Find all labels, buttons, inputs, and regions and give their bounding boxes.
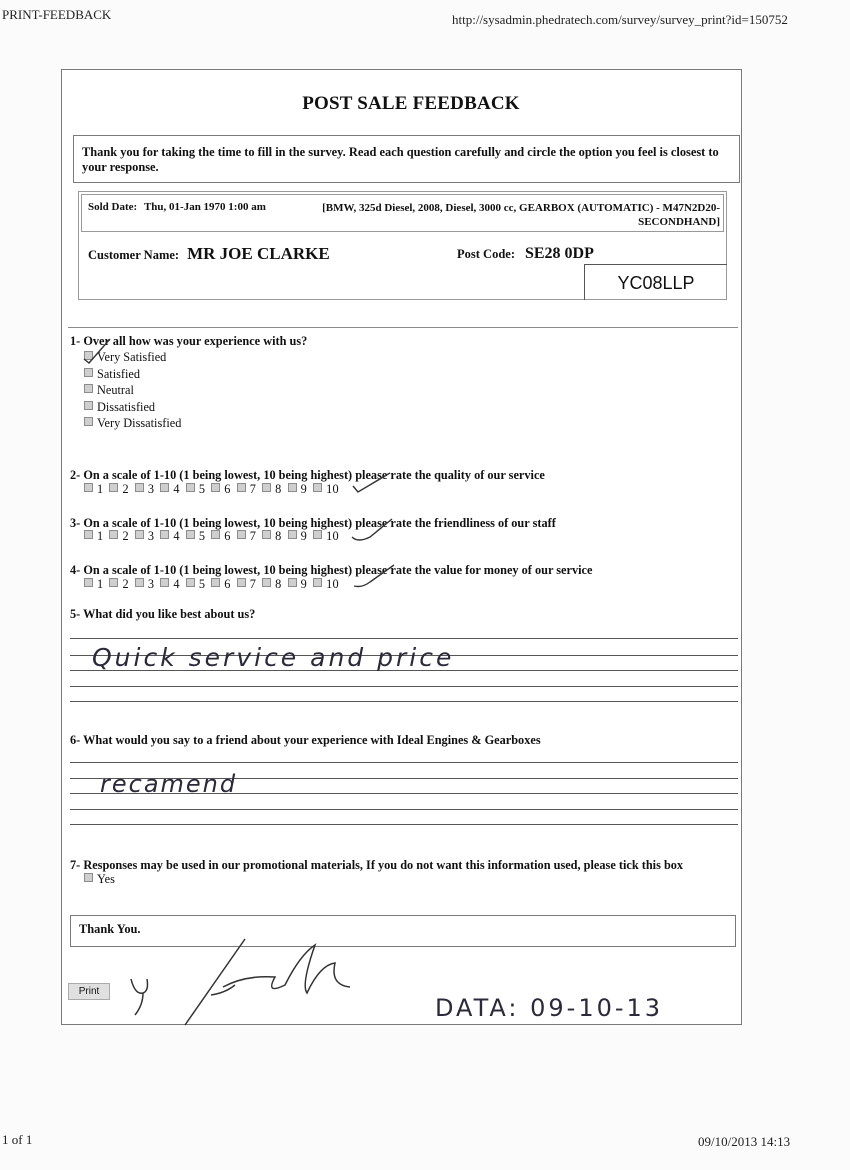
checkbox-icon[interactable] [160, 483, 169, 492]
q1-option-neutral[interactable] [84, 382, 181, 399]
q1-option-label: Satisfied [97, 366, 141, 381]
question-4-scale [84, 577, 345, 592]
scale-label: 3 [147, 482, 155, 496]
answer-line [70, 686, 738, 687]
answer-line [70, 701, 738, 702]
q1-option-label: Neutral [97, 383, 134, 397]
sold-row [81, 194, 724, 232]
q4-option-4[interactable] [160, 577, 179, 592]
checkbox-icon[interactable] [160, 578, 169, 587]
sold-date-value: Thu, 01-Jan 1970 1:00 am [143, 201, 266, 213]
q2-option-6[interactable] [211, 482, 230, 497]
answer-line [70, 824, 738, 825]
question-2-scale [84, 482, 345, 497]
question-2: 2- On a scale of 1-10 (1 being lowest, 10 being highest) please rate the quality of our service [70, 468, 545, 482]
checkbox-icon[interactable] [84, 384, 93, 393]
scale-label: 1 [97, 577, 104, 591]
checkbox-icon[interactable] [211, 578, 220, 587]
checkbox-icon[interactable] [237, 578, 246, 587]
thank-you-text: Thank You. [79, 922, 141, 936]
question-1: 1- Over all how was your experience with us? [70, 334, 308, 348]
q4-option-7[interactable] [237, 577, 256, 592]
q3-option-3[interactable] [135, 529, 154, 544]
scale-label: 7 [249, 482, 257, 496]
question-7-option-yes[interactable] [84, 872, 115, 887]
scale-label: 6 [224, 482, 231, 496]
scale-label: 4 [173, 482, 180, 496]
survey-intro [73, 135, 740, 183]
q4-option-1[interactable] [84, 577, 103, 592]
q7-option-label: Yes [97, 872, 115, 886]
checkbox-icon[interactable] [262, 578, 271, 587]
question-6: 6- What would you say to a friend about your experience with Ideal Engines & Gearboxes [70, 733, 541, 747]
checkbox-checked-icon[interactable] [313, 578, 322, 587]
q1-option-label: Very Satisfied [97, 350, 167, 364]
scale-label: 3 [147, 577, 155, 591]
intro-text: Thank you for taking the time to fill in the survey. Read each question carefully and circle the option you feel is closest to your response. [82, 145, 719, 174]
scale-label: 6 [224, 529, 231, 543]
scale-label: 3 [147, 529, 155, 543]
customer-name-value: MR JOE CLARKE [187, 244, 330, 263]
scale-label: 4 [173, 529, 180, 543]
checkbox-icon[interactable] [84, 483, 93, 492]
q2-option-5[interactable] [186, 482, 205, 497]
q2-option-10[interactable] [313, 482, 339, 497]
q4-option-3[interactable] [135, 577, 154, 592]
question-3-scale [84, 529, 345, 544]
checkbox-icon[interactable] [288, 578, 297, 587]
checkbox-icon[interactable] [109, 483, 118, 492]
vehicle-description [300, 201, 720, 229]
q1-option-label: Very Dissatisfied [97, 416, 182, 430]
checkbox-icon[interactable] [237, 483, 246, 492]
survey-title: POST SALE FEEDBACK [302, 93, 520, 114]
handwritten-tick-icon [80, 335, 120, 365]
answer-line [70, 762, 738, 763]
checkbox-icon[interactable] [288, 530, 297, 539]
checkbox-icon[interactable] [135, 483, 144, 492]
checkbox-icon[interactable] [211, 530, 220, 539]
scale-label: 9 [300, 529, 308, 543]
q4-option-2[interactable] [109, 577, 128, 592]
q1-option-very-dissatisfied[interactable] [84, 415, 181, 432]
checkbox-icon[interactable] [186, 578, 195, 587]
q2-option-1[interactable] [84, 482, 103, 497]
page-url: http://sysadmin.phedratech.com/survey/survey_print?id=150752 [452, 12, 788, 27]
answer-line [70, 638, 738, 639]
print-button[interactable]: Print [68, 983, 110, 1000]
scale-label: 10 [326, 577, 339, 591]
checkbox-icon[interactable] [84, 368, 93, 377]
checkbox-icon[interactable] [160, 530, 169, 539]
checkbox-icon[interactable] [84, 578, 93, 587]
scale-label: 2 [122, 482, 129, 496]
scale-label: 5 [198, 577, 206, 591]
vehicle-line-2: SECONDHAND] [638, 216, 720, 228]
scale-label: 2 [122, 529, 129, 543]
vehicle-line-1: [BMW, 325d Diesel, 2008, Diesel, 3000 cc, GEARBOX (AUTOMATIC) - M47N2D20- [322, 202, 720, 214]
scale-label: 9 [300, 577, 308, 591]
post-code [457, 245, 594, 263]
print-feedback-label: PRINT-FEEDBACK [2, 7, 112, 22]
scale-label: 7 [249, 529, 257, 543]
handwritten-tick-icon [350, 470, 395, 496]
q4-option-6[interactable] [211, 577, 230, 592]
checkbox-icon[interactable] [84, 530, 93, 539]
scale-label: 8 [275, 577, 282, 591]
scale-label: 9 [300, 482, 308, 496]
page-count: 1 of 1 [2, 1132, 33, 1147]
q2-option-7[interactable] [237, 482, 256, 497]
q2-option-8[interactable] [262, 482, 281, 497]
scale-label: 8 [275, 482, 282, 496]
scale-label: 10 [326, 529, 339, 543]
scale-label: 1 [97, 482, 104, 496]
signature-mark [125, 935, 355, 1030]
customer-name [88, 244, 330, 264]
q2-option-3[interactable] [135, 482, 154, 497]
q3-option-8[interactable] [262, 529, 281, 544]
sold-date-label: Sold Date: [88, 201, 138, 213]
q4-option-5[interactable] [186, 577, 205, 592]
checkbox-icon[interactable] [211, 483, 220, 492]
q4-option-10[interactable] [313, 577, 339, 592]
q3-option-6[interactable] [211, 529, 230, 544]
checkbox-icon[interactable] [135, 530, 144, 539]
scale-label: 7 [249, 577, 257, 591]
checkbox-icon[interactable] [186, 483, 195, 492]
checkbox-checked-icon[interactable] [313, 483, 322, 492]
checkbox-icon[interactable] [237, 530, 246, 539]
checkbox-icon[interactable] [262, 530, 271, 539]
q3-option-10[interactable] [313, 529, 339, 544]
q3-option-5[interactable] [186, 529, 205, 544]
customer-name-label: Customer Name: [88, 248, 180, 262]
scale-label: 6 [224, 577, 231, 591]
scale-label: 5 [198, 529, 206, 543]
q3-option-1[interactable] [84, 529, 103, 544]
q2-option-2[interactable] [109, 482, 128, 497]
handwritten-circle-icon [348, 513, 396, 543]
handwritten-circle-icon [350, 560, 398, 590]
scale-label: 8 [275, 529, 282, 543]
checkbox-icon[interactable] [109, 530, 118, 539]
scale-label: 10 [326, 482, 339, 496]
checkbox-icon[interactable] [84, 401, 93, 410]
section-divider [68, 327, 738, 328]
q3-option-7[interactable] [237, 529, 256, 544]
checkbox-icon[interactable] [84, 417, 93, 426]
q1-option-label: Dissatisfied [97, 399, 156, 414]
q3-option-9[interactable] [288, 529, 307, 544]
question-4: 4- On a scale of 1-10 (1 being lowest, 10 being highest) please rate the value for money of our service [70, 563, 593, 577]
checkbox-checked-icon[interactable] [313, 530, 322, 539]
question-3: 3- On a scale of 1-10 (1 being lowest, 10 being highest) please rate the friendliness of our staff [70, 516, 556, 530]
q1-option-satisfied[interactable] [84, 366, 181, 383]
q3-option-4[interactable] [160, 529, 179, 544]
question-5-answer[interactable]: Quick service and price [92, 643, 455, 672]
post-code-value: SE28 0DP [524, 245, 594, 262]
question-7: 7- Responses may be used in our promotional materials, If you do not want this information used, please tick this box [70, 858, 684, 872]
checkbox-icon[interactable] [186, 530, 195, 539]
sold-date [88, 201, 266, 213]
checkbox-icon[interactable] [84, 873, 93, 882]
q3-option-2[interactable] [109, 529, 128, 544]
q2-option-9[interactable] [288, 482, 307, 497]
scale-label: 1 [97, 529, 104, 543]
q4-option-9[interactable] [288, 577, 307, 592]
post-code-label: Post Code: [457, 247, 515, 261]
checkbox-icon[interactable] [135, 578, 144, 587]
registration-plate: YC08LLP [584, 264, 727, 300]
q1-option-dissatisfied[interactable] [84, 399, 181, 416]
q4-option-8[interactable] [262, 577, 281, 592]
checkbox-icon[interactable] [109, 578, 118, 587]
print-timestamp: 09/10/2013 14:13 [698, 1134, 791, 1149]
handwritten-date: DATA: 09-10-13 [435, 994, 664, 1022]
question-6-answer[interactable]: recamend [100, 770, 238, 798]
q2-option-4[interactable] [160, 482, 179, 497]
answer-line [70, 809, 738, 810]
checkbox-icon[interactable] [262, 483, 271, 492]
checkbox-icon[interactable] [288, 483, 297, 492]
scale-label: 4 [173, 577, 180, 591]
scale-label: 5 [198, 482, 206, 496]
scale-label: 2 [122, 577, 129, 591]
question-5: 5- What did you like best about us? [70, 607, 256, 621]
